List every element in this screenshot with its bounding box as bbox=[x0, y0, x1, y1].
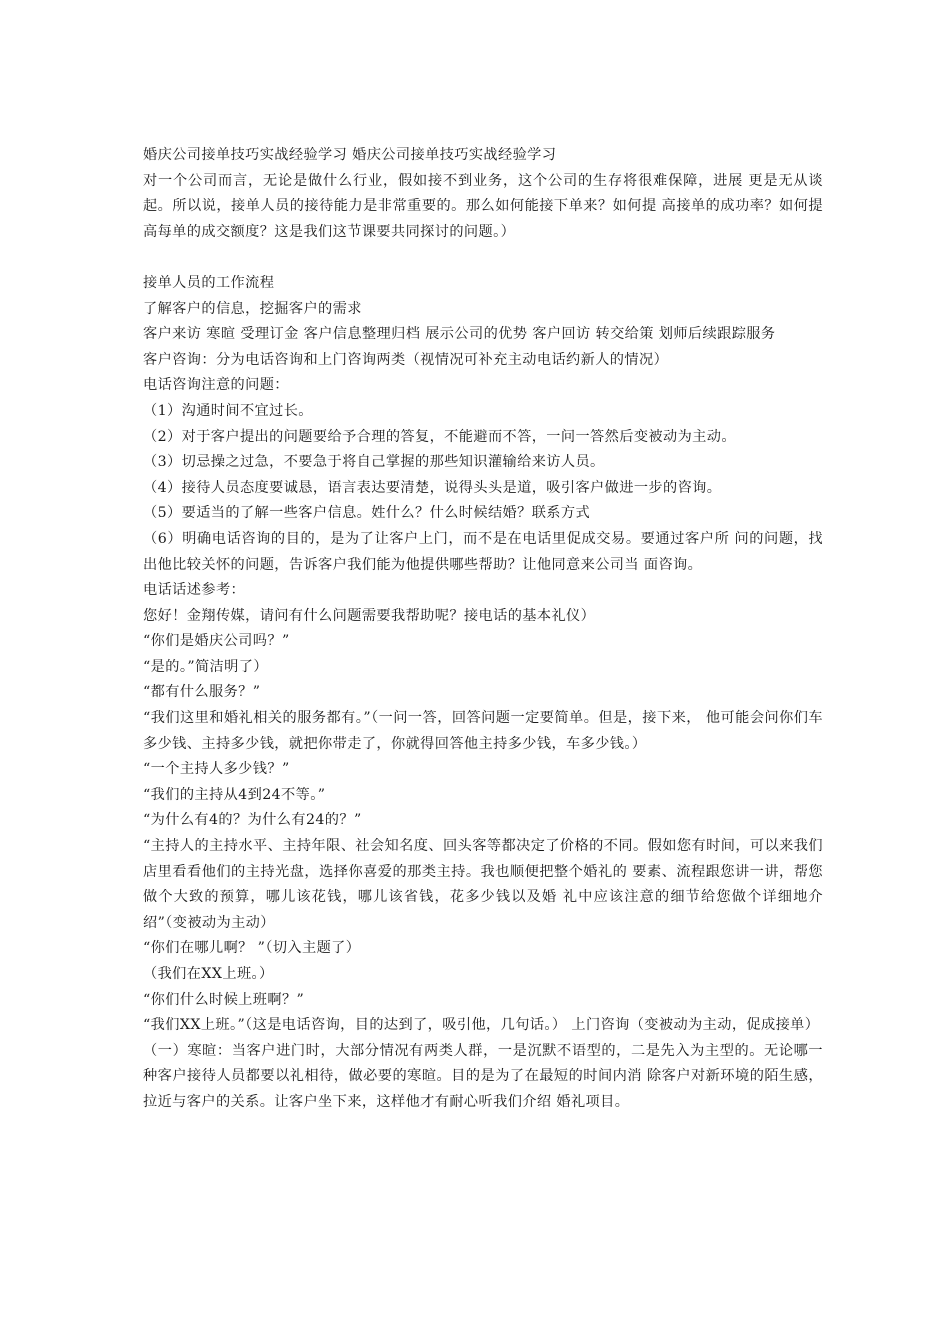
script-line: “我们的主持从4到24不等。” bbox=[143, 786, 326, 803]
intro-paragraph: 对一个公司而言，无论是做什么行业，假如接不到业务，这个公司的生存将很难保障，进展 更是无从谈起。所以说，接单人员的接待能力是非常重要的。那么如何能接下单来？如何提 高接单的成功率？如何提高每单的成交额度？这是我们这节课要共同探讨的问题。） bbox=[143, 172, 823, 240]
blank-line bbox=[143, 245, 823, 271]
workflow-subheading: 了解客户的信息，挖掘客户的需求 bbox=[143, 300, 362, 317]
script-line: “为什么有4的？为什么有24的？” bbox=[143, 812, 362, 829]
script-line: 您好！金翔传媒，请问有什么问题需要我帮助呢？接电话的基本礼仪） bbox=[143, 607, 596, 624]
workflow-steps: 客户来访 寒暄 受理订金 客户信息整理归档 展示公司的优势 客户回访 转交给策 划师后续跟踪服务 bbox=[143, 326, 776, 343]
phone-note-item: （5）要适当的了解一些客户信息。姓什么？什么时候结婚？联系方式 bbox=[143, 505, 591, 522]
script-line: “主持人的主持水平、主持年限、社会知名度、回头客等都决定了价格的不同。假如您有时间，可以来我们店里看看他们的主持光盘，选择你喜爱的那类主持。我也顺便把整个婚礼的 要素、流程跟您讲一讲，帮您做个大致的预算，哪儿该花钱，哪儿该省钱，花多少钱以及婚 礼中应该注意的细节给您做个详细地介绍”（变被动为主动） bbox=[143, 838, 823, 931]
consult-types: 客户咨询：分为电话咨询和上门咨询两类（视情况可补充主动电话约新人的情况） bbox=[143, 351, 669, 368]
script-line: “都有什么服务？” bbox=[143, 684, 261, 701]
script-line: （我们在XX上班。） bbox=[143, 966, 274, 982]
document-title: 婚庆公司接单技巧实战经验学习 婚庆公司接单技巧实战经验学习 bbox=[143, 147, 557, 163]
phone-note-item: （1）沟通时间不宜过长。 bbox=[143, 402, 313, 419]
script-line: “你们是婚庆公司吗？” bbox=[143, 633, 290, 650]
document-page bbox=[143, 143, 823, 1116]
phone-note-item: （4）接待人员态度要诚恳，语言表达要清楚，说得头头是道，吸引客户做进一步的咨询。 bbox=[143, 479, 722, 496]
script-line: （一）寒暄：当客户进门时，大部分情况有两类人群，一是沉默不语型的，二是先入为主型的。无论哪一种客户接待人员都要以礼相待，做必要的寒暄。目的是为了在最短的时间内消 除客户对新环境的陌生感，拉近与客户的关系。让客户坐下来，这样他才有耐心听我们介绍 婚礼项目。 bbox=[143, 1042, 823, 1110]
script-line: “你们在哪儿啊？ ”（切入主题了） bbox=[143, 940, 361, 957]
script-line: “我们这里和婚礼相关的服务都有。”（一问一答，回答问题一定要简单。但是，接下来， 他可能会问你们车多少钱、主持多少钱，就把你带走了，你就得回答他主持多少钱，车多少钱。） bbox=[143, 710, 823, 752]
script-line: “一个主持人多少钱？” bbox=[143, 761, 290, 778]
script-line: “我们XX上班。”（这是电话咨询，目的达到了，吸引他，几句话。） 上门咨询（变被动为主动，促成接单） bbox=[143, 1017, 820, 1034]
script-line: “你们什么时候上班啊？” bbox=[143, 991, 305, 1008]
phone-note-item: （2）对于客户提出的问题要给予合理的答复，不能避而不答，一问一答然后变被动为主动。 bbox=[143, 428, 736, 445]
workflow-heading: 接单人员的工作流程 bbox=[143, 274, 275, 291]
phone-note-item: （3）切忌操之过急，不要急于将自己掌握的那些知识灌输给来访人员。 bbox=[143, 454, 605, 471]
script-line: “是的。”简洁明了） bbox=[143, 658, 268, 675]
phone-notes-heading: 电话咨询注意的问题： bbox=[143, 377, 289, 394]
script-heading: 电话话述参考： bbox=[143, 582, 246, 599]
phone-note-item: （6）明确电话咨询的目的，是为了让客户上门，而不是在电话里促成交易。要通过客户所 问的问题，找出他比较关怀的问题，告诉客户我们能为他提供哪些帮助？让他同意来公司当 面咨询。 bbox=[143, 530, 823, 573]
